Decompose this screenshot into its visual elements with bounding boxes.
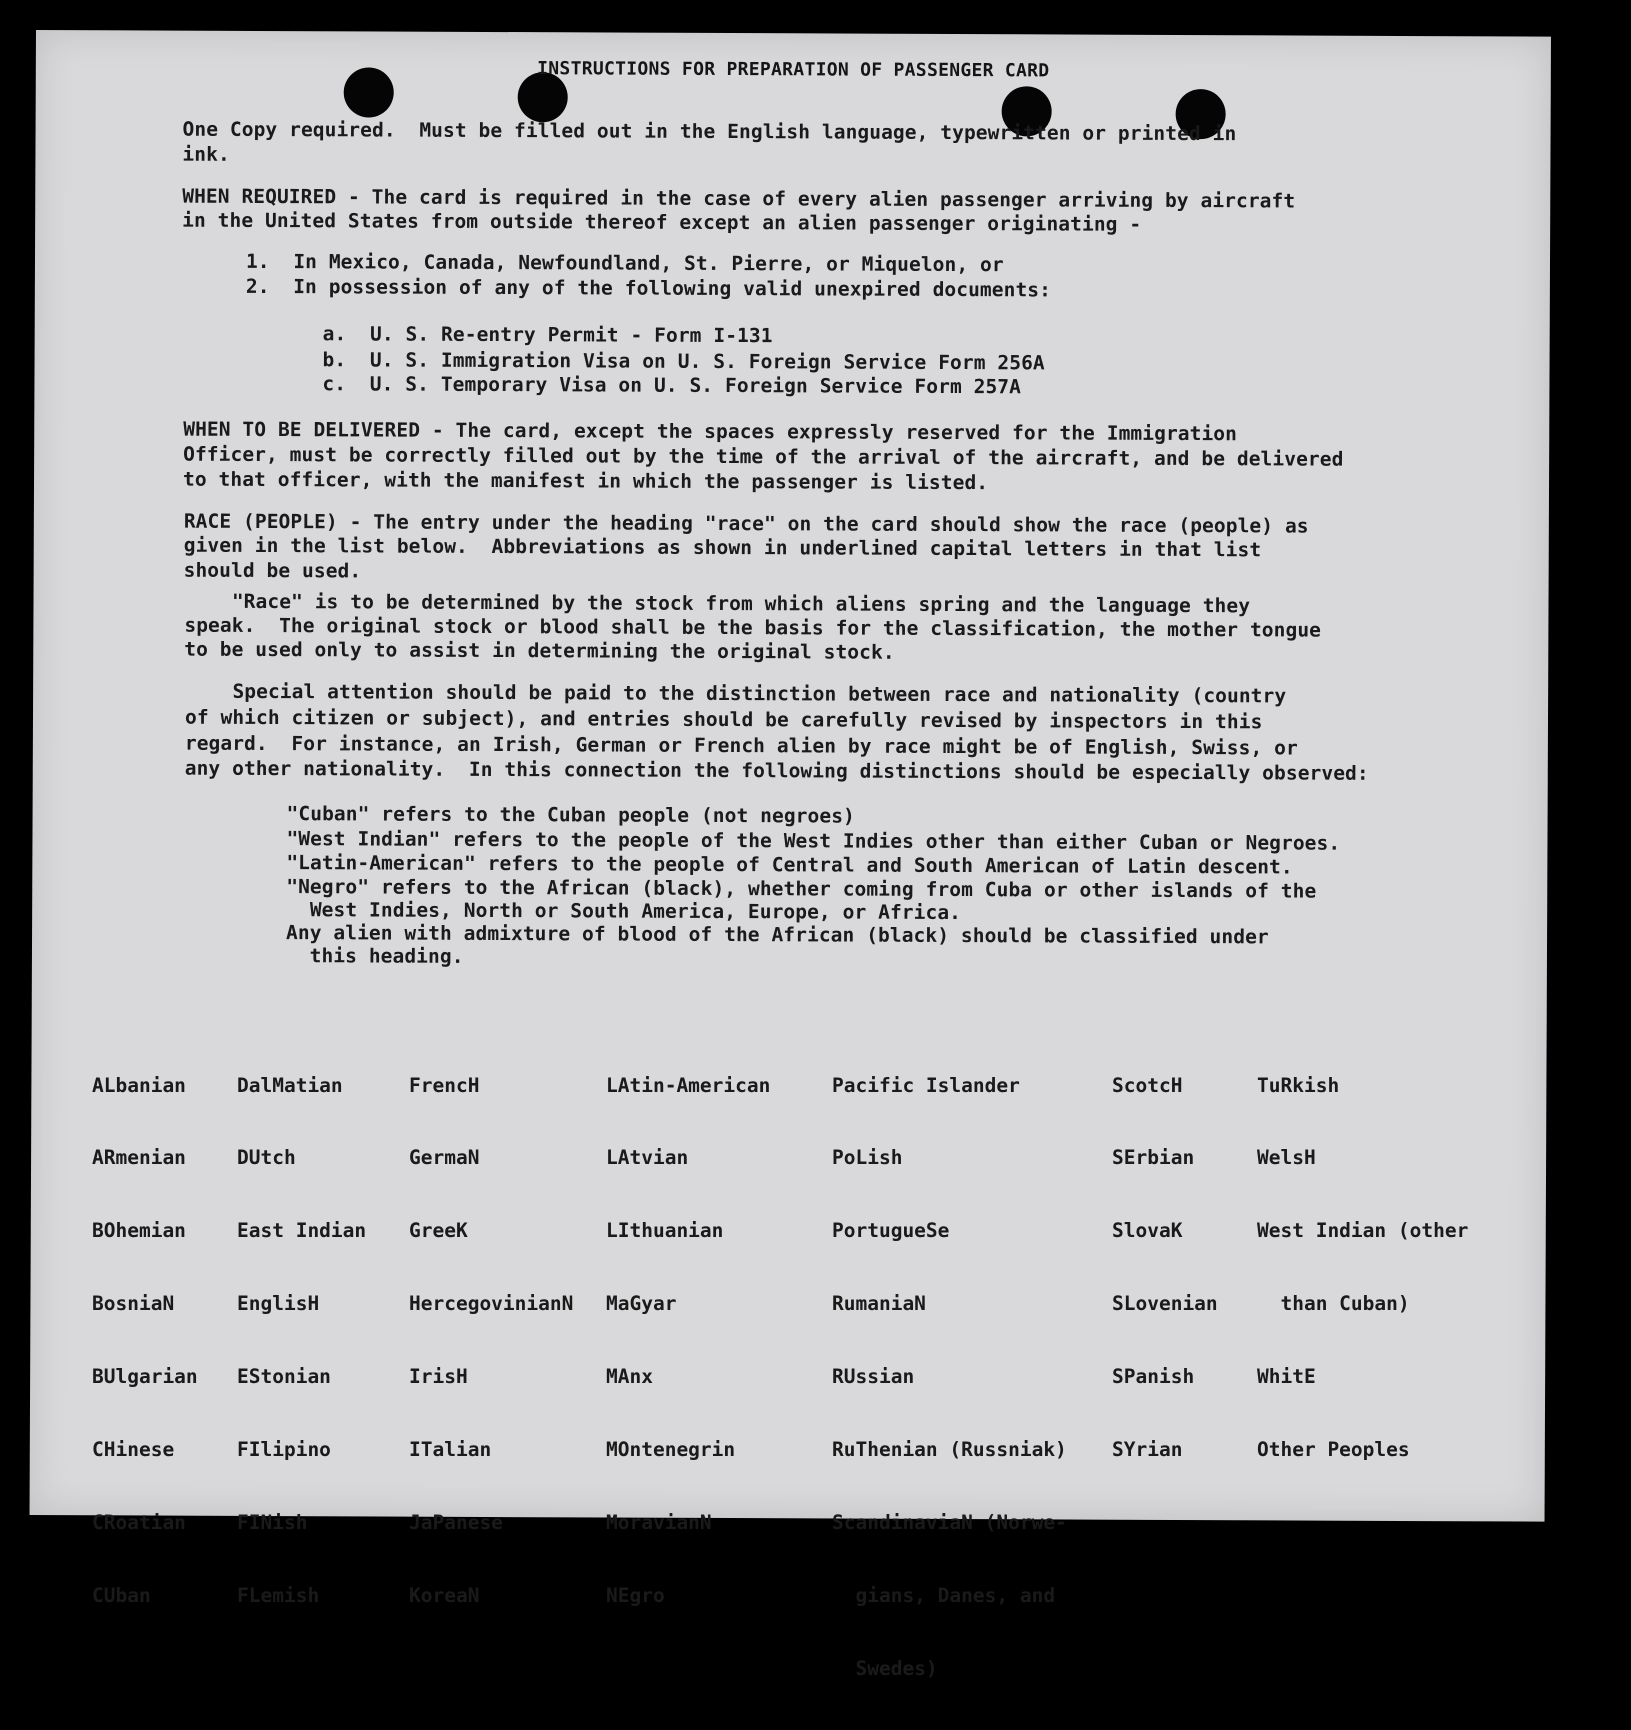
when-delivered-line: WHEN TO BE DELIVERED - The card, except the spaces expressly reserved for the Immigration bbox=[183, 417, 1238, 446]
race-people-line: given in the list below. Abbreviations as shown in underlined capital letters in that list bbox=[183, 533, 1262, 562]
punch-hole bbox=[518, 72, 568, 122]
distinction-line: this heading. bbox=[285, 944, 464, 968]
race-list-column bbox=[409, 1025, 573, 1657]
distinction-line: "Latin-American" refers to the people of Central and South American of Latin descent. bbox=[286, 851, 1293, 879]
when-required-item: 2. In possession of any of the following valid unexpired documents: bbox=[245, 274, 1052, 302]
distinction-line: West Indies, North or South America, Europe, or Africa. bbox=[286, 898, 962, 925]
distinction-line: Any alien with admixture of blood of the African (black) should be classified under bbox=[286, 921, 1269, 949]
when-required-item: 1. In Mexico, Canada, Newfoundland, St. Pierre, or Miquelon, or bbox=[245, 249, 1004, 277]
race-item: RuThenian (Russniak) bbox=[832, 1438, 1067, 1462]
race-list-column bbox=[1257, 1025, 1468, 1511]
race-item: LAtvian bbox=[606, 1146, 689, 1170]
race-item: EStonian bbox=[237, 1365, 331, 1389]
race-item: ScotcH bbox=[1112, 1073, 1183, 1097]
when-delivered-line: to that officer, with the manifest in which the passenger is listed. bbox=[182, 467, 989, 495]
race-definition-line: "Race" is to be determined by the stock from which aliens spring and the language they bbox=[184, 589, 1251, 618]
when-delivered-line: Officer, must be correctly filled out by the time of the arrival of the aircraft, and be delivered bbox=[183, 442, 1344, 471]
race-item: DalMatian bbox=[237, 1073, 343, 1097]
race-item: BosniaN bbox=[92, 1292, 175, 1316]
race-item: RumaniaN bbox=[832, 1292, 926, 1316]
race-item: CHinese bbox=[92, 1438, 175, 1462]
race-item: SLovenian bbox=[1112, 1292, 1218, 1316]
distinction-line: "Cuban" refers to the Cuban people (not negroes) bbox=[286, 802, 855, 828]
document-subitem: c. U. S. Temporary Visa on U. S. Foreign Service Form 257A bbox=[322, 372, 1022, 399]
special-attention-line: Special attention should be paid to the distinction between race and nationality (country bbox=[185, 679, 1287, 708]
race-item: SlovaK bbox=[1112, 1219, 1183, 1243]
document-subitem: b. U. S. Immigration Visa on U. S. Foreign Service Form 256A bbox=[322, 348, 1045, 375]
distinction-line: "West Indian" refers to the people of the West Indies other than either Cuban or Negroes. bbox=[286, 827, 1341, 855]
race-item: FIlipino bbox=[237, 1438, 331, 1462]
race-item: ARmenian bbox=[92, 1146, 186, 1170]
race-item: KoreaN bbox=[409, 1583, 480, 1607]
document-subitem: a. U. S. Re-entry Permit - Form I-131 bbox=[322, 322, 773, 348]
intro-line: ink. bbox=[182, 142, 230, 166]
distinction-line: "Negro" refers to the African (black), whether coming from Cuba or other islands of the bbox=[286, 875, 1317, 903]
race-item: Other Peoples bbox=[1257, 1438, 1410, 1462]
race-item: EnglisH bbox=[237, 1292, 320, 1316]
race-people-line: RACE (PEOPLE) - The entry under the heading "race" on the card should show the race (people) as bbox=[183, 509, 1309, 538]
race-list-column bbox=[92, 1025, 198, 1657]
race-item: NEgro bbox=[606, 1583, 665, 1607]
race-item: MOntenegrin bbox=[606, 1438, 736, 1462]
race-item: than Cuban) bbox=[1257, 1292, 1410, 1316]
race-list-column bbox=[237, 1025, 366, 1657]
race-item: West Indian (other bbox=[1257, 1219, 1469, 1243]
race-list-column bbox=[1112, 1025, 1218, 1511]
race-item: LAtin-American bbox=[606, 1073, 771, 1097]
race-item: TuRkish bbox=[1257, 1073, 1340, 1097]
race-list-column bbox=[606, 1025, 770, 1657]
race-item: BUlgarian bbox=[92, 1365, 198, 1389]
race-item: DUtch bbox=[237, 1146, 296, 1170]
race-item: Swedes) bbox=[832, 1656, 938, 1680]
race-item: HercegovinianN bbox=[409, 1292, 574, 1316]
race-item: MoravianN bbox=[606, 1510, 712, 1534]
special-attention-line: regard. For instance, an Irish, German or French alien by race might be of English, Swiss, or bbox=[184, 731, 1298, 760]
race-item: SErbian bbox=[1112, 1146, 1195, 1170]
race-item: GermaN bbox=[409, 1146, 480, 1170]
race-item: FLemish bbox=[237, 1583, 320, 1607]
special-attention-line: any other nationality. In this connection the following distinctions should be especially observed: bbox=[184, 756, 1369, 785]
race-item: ScandinaviaN (Norwe- bbox=[832, 1510, 1067, 1534]
race-item: Pacific Islander bbox=[832, 1073, 1020, 1097]
race-definition-line: speak. The original stock or blood shall be the basis for the classification, the mother tongue bbox=[184, 613, 1322, 642]
race-item: SPanish bbox=[1112, 1365, 1195, 1389]
race-item: East Indian bbox=[237, 1219, 367, 1243]
race-item: CUban bbox=[92, 1583, 151, 1607]
race-item: RUssian bbox=[832, 1365, 915, 1389]
race-item: LIthuanian bbox=[606, 1219, 724, 1243]
race-item: GreeK bbox=[409, 1219, 468, 1243]
race-item: WelsH bbox=[1257, 1146, 1316, 1170]
race-item: WhitE bbox=[1257, 1365, 1316, 1389]
intro-line: One Copy required. Must be filled out in the English language, typewritten or printed in bbox=[182, 117, 1237, 146]
race-item: MaGyar bbox=[606, 1292, 677, 1316]
race-item: ALbanian bbox=[92, 1073, 186, 1097]
race-definition-line: to be used only to assist in determining the original stock. bbox=[184, 637, 895, 664]
race-item: JaPanese bbox=[409, 1510, 503, 1534]
race-item: SYrian bbox=[1112, 1438, 1183, 1462]
race-item: IrisH bbox=[409, 1365, 468, 1389]
race-list-column bbox=[832, 1025, 1067, 1730]
race-item: PortugueSe bbox=[832, 1219, 950, 1243]
when-required-line: WHEN REQUIRED - The card is required in the case of every alien passenger arriving by aircraft bbox=[182, 184, 1296, 213]
special-attention-line: of which citizen or subject), and entries should be carefully revised by inspectors in this bbox=[184, 705, 1263, 734]
race-item: CRoatian bbox=[92, 1510, 186, 1534]
race-item: FINish bbox=[237, 1510, 308, 1534]
race-people-line: should be used. bbox=[183, 558, 362, 583]
race-item: PoLish bbox=[832, 1146, 903, 1170]
race-item: BOhemian bbox=[92, 1219, 186, 1243]
race-item: FrencH bbox=[409, 1073, 480, 1097]
race-item: ITalian bbox=[409, 1438, 492, 1462]
when-required-line: in the United States from outside thereof except an alien passenger originating - bbox=[182, 208, 1142, 236]
race-item: MAnx bbox=[606, 1365, 653, 1389]
race-item: gians, Danes, and bbox=[832, 1583, 1056, 1607]
page-title: INSTRUCTIONS FOR PREPARATION OF PASSENGER CARD bbox=[537, 58, 1050, 82]
